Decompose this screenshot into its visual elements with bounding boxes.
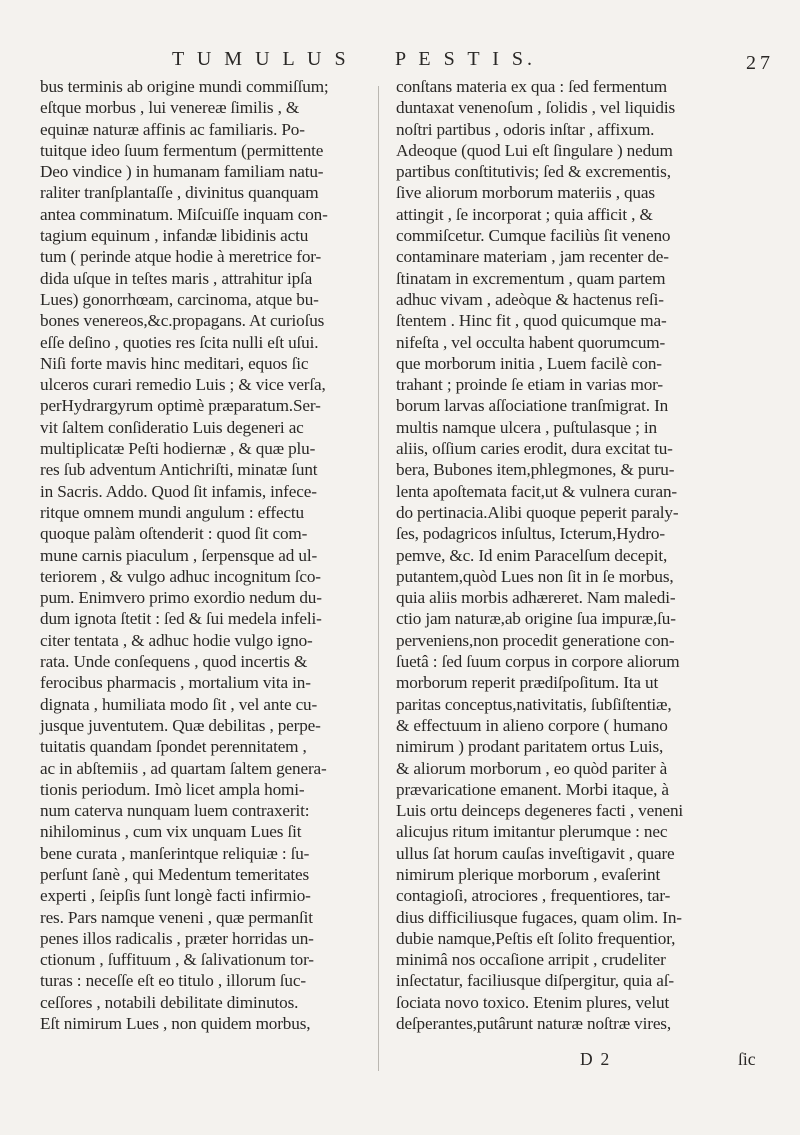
text-line: Niſi forte mavis hinc meditari, equos ſic — [40, 353, 309, 373]
text-line: ſtentem . Hinc fit , quod quicumque ma- — [396, 311, 667, 331]
text-line: deſperantes,putârunt naturæ noſtræ vires, — [396, 1014, 671, 1034]
text-line: ulceros curari remedio Luis ; & vice verſa, — [40, 375, 326, 395]
page-number: 27 — [746, 52, 774, 74]
text-line: nihilominus , cum vix unquam Lues ſit — [40, 822, 302, 842]
text-line: perHydrargyrum optimè præparatum.Ser- — [40, 396, 321, 416]
text-line: ctio jam naturæ,ab origine ſua impuræ,ſu- — [396, 609, 676, 629]
text-line: paritas conceptus,nativitatis, ſubſiſtentiæ, — [396, 694, 672, 714]
text-line: inſectatur, faciliusque diſpergitur, quia aſ- — [396, 971, 674, 991]
text-line: dum ignota ſtetit : ſed & ſui medela infeli- — [40, 609, 322, 629]
text-line: ſuetâ : ſed ſuum corpus in corpore aliorum — [396, 652, 680, 672]
text-line: attingit , ſe incorporat ; quia afficit , & — [396, 204, 653, 224]
text-line: noſtri partibus , odoris inſtar , affixum. — [396, 119, 655, 139]
text-line: ac in abſtemiis , ad quartam ſaltem genera- — [40, 758, 327, 778]
text-line: Luis ortu deinceps degeneres facti , veneni — [396, 801, 684, 821]
text-line: Eſt nimirum Lues , non quidem morbus, — [40, 1014, 311, 1034]
text-line: multiplicatæ Peſti hodiernæ , & quæ plu- — [40, 439, 316, 459]
text-line: tuitque ideo ſuum fermentum (permittente — [40, 140, 324, 160]
text-line: nifeſta , vel occulta habent quorumcum- — [396, 332, 666, 352]
text-line: teriorem , & vulgo adhuc incognitum ſco- — [40, 566, 321, 586]
text-line: res. Pars namque veneni , quæ permanſit — [40, 907, 313, 927]
text-line: mune carnis piaculum , ſerpensque ad ul- — [40, 545, 318, 565]
text-line: penes illos radicalis , præter horridas un- — [40, 928, 314, 948]
text-line: contaminare materiam , jam recenter de- — [396, 247, 669, 267]
text-line: perſunt ſanè , qui Medentum temeritates — [40, 864, 310, 884]
text-line: do pertinacia.Alibi quoque peperit paraly- — [396, 502, 679, 522]
text-line: num caterva nunquam luem contraxerit: — [40, 801, 310, 821]
text-line: bones venereos,&c.propagans. At curioſus — [40, 311, 325, 331]
text-line: bene curata , manſerintque reliquiæ : ſu- — [40, 843, 310, 863]
text-line: Lues) gonorrhœam, carcinoma, atque bu- — [40, 289, 319, 309]
text-line: pum. Enimvero primo exordio nedum du- — [40, 588, 322, 608]
text-line: eſſe deſino , quoties res ſcita nulli eſt uſui. — [40, 332, 319, 352]
column-divider — [378, 86, 379, 1071]
text-line: tagium equinum , infandæ libidinis actu — [40, 226, 309, 246]
text-line: ullus ſat horum cauſas inveſtigavit , quare — [396, 843, 675, 863]
text-line: citer tentata , & adhuc hodie vulgo igno- — [40, 630, 313, 650]
text-line: bera, Bubones item,phlegmones, & puru- — [396, 460, 675, 480]
text-line: borum larvas aſſociatione tranſmigrat. In — [396, 396, 669, 416]
text-line: & aliorum morborum , eo quòd pariter à — [396, 758, 668, 778]
text-line: dubie namque,Peſtis eſt ſolito frequentior, — [396, 928, 676, 948]
text-line: putantem,quòd Lues non ſit in ſe morbus, — [396, 566, 674, 586]
running-header — [0, 48, 800, 78]
text-line: dius difficiliusque fugaces, quam olim. In- — [396, 907, 682, 927]
text-line: eſtque morbus , lui venereæ ſimilis , & — [40, 98, 300, 118]
text-line: adhuc vivam , adeòque & hactenus reſi- — [396, 289, 664, 309]
text-line: ſive aliorum morborum materiis , quas — [396, 183, 655, 203]
text-line: ſociata novo toxico. Etenim plures, velut — [396, 992, 670, 1012]
text-line: multis namque ulcera , puſtulasque ; in — [396, 417, 657, 437]
text-line: pemve, &c. Id enim Paracelſum decepit, — [396, 545, 668, 565]
left-text-column — [40, 76, 360, 1034]
text-line: quoque palàm oſtenderit : quod ſit com- — [40, 524, 308, 544]
text-line: lenta apoſtemata facit,ut & vulnera curan- — [396, 481, 677, 501]
text-line: ſtinatam in excrementum , quam partem — [396, 268, 666, 288]
catchword: ſic — [738, 1049, 756, 1069]
text-line: Adeoque (quod Lui eſt ſingulare ) nedum — [396, 140, 673, 160]
text-line: & effectuum in alieno corpore ( humano — [396, 715, 668, 735]
text-line: aliis, oſſium caries erodit, dura excitat tu- — [396, 439, 673, 459]
text-line: dignata , humiliata modo ſit , vel ante cu- — [40, 694, 318, 714]
text-line: contagioſi, atrociores , frequentiores, tar- — [396, 886, 671, 906]
text-line: que morborum initia , Luem facilè con- — [396, 353, 662, 373]
text-line: dida uſque in teſtes maris , attrahitur ipſa — [40, 268, 313, 288]
text-line: nimirum ) prodant paritatem ortus Luis, — [396, 737, 664, 757]
text-line: conſtans materia ex qua : ſed fermentum — [396, 77, 667, 96]
text-line: tuitatis quandam ſpondet perennitatem , — [40, 737, 307, 757]
text-line: equinæ naturæ affinis ac familiaris. Po- — [40, 119, 305, 139]
text-line: duntaxat venenoſum , ſolidis , vel liquidis — [396, 98, 676, 118]
text-line: minimâ nos occaſione arripit , crudeliter — [396, 950, 666, 970]
text-line: partibus conſtitutivis; ſed & excrementis, — [396, 162, 671, 182]
text-line: ſes, podagricos inſultus, Icterum,Hydro- — [396, 524, 665, 544]
text-line: nimirum plerique morborum , evaſerint — [396, 864, 661, 884]
text-line: bus terminis ab origine mundi commiſſum; — [40, 77, 329, 96]
text-line: morborum reperit prædiſpoſitum. Ita ut — [396, 673, 659, 693]
text-line: ritque omnem mundi angulum : effectu — [40, 502, 304, 522]
text-line: ceſſores , notabili debilitate diminutos. — [40, 992, 299, 1012]
running-title-left: T U M U L U S — [172, 48, 350, 70]
text-line: tionis periodum. Imò licet ampla homi- — [40, 779, 305, 799]
text-line: alicujus ritum imitantur plerumque : nec — [396, 822, 668, 842]
text-line: rata. Unde conſequens , quod incertis & — [40, 652, 308, 672]
text-line: jusque juventutem. Quæ debilitas , perpe- — [40, 715, 321, 735]
text-line: antea comminatum. Miſcuiſſe inquam con- — [40, 204, 328, 224]
text-line: tum ( perinde atque hodie à meretrice for- — [40, 247, 322, 267]
text-line: raliter tranſplantaſſe , divinitus quanquam — [40, 183, 319, 203]
text-line: trahant ; proinde ſe etiam in varias mor- — [396, 375, 663, 395]
text-line: in Sacris. Addo. Quod ſit infamis, infece- — [40, 481, 317, 501]
running-title-right: P E S T I S. — [395, 48, 536, 70]
text-line: Deo vindice ) in humanam familiam natu- — [40, 162, 324, 182]
text-line: commiſcetur. Cumque faciliùs ſit veneno — [396, 226, 671, 246]
text-line: turas : neceſſe eſt eo titulo , illorum ſuc- — [40, 971, 306, 991]
signature-mark: D 2 — [580, 1049, 612, 1069]
text-line: experti , ſeipſis ſunt longè facti infirmio- — [40, 886, 311, 906]
text-line: ctionum , ſuffituum , & ſalivationum tor- — [40, 950, 314, 970]
text-line: vit ſaltem conſideratio Luis degeneri ac — [40, 417, 304, 437]
text-line: quia aliis morbis adhæreret. Nam maledi- — [396, 588, 676, 608]
text-line: perveniens,non procedit generatione con- — [396, 630, 675, 650]
text-line: ferocibus pharmacis , mortalium vita in- — [40, 673, 311, 693]
text-line: res ſub adventum Antichriſti, minatæ ſunt — [40, 460, 318, 480]
right-text-column — [396, 76, 716, 1034]
text-line: prævaricatione emanent. Morbi itaque, à — [396, 779, 669, 799]
